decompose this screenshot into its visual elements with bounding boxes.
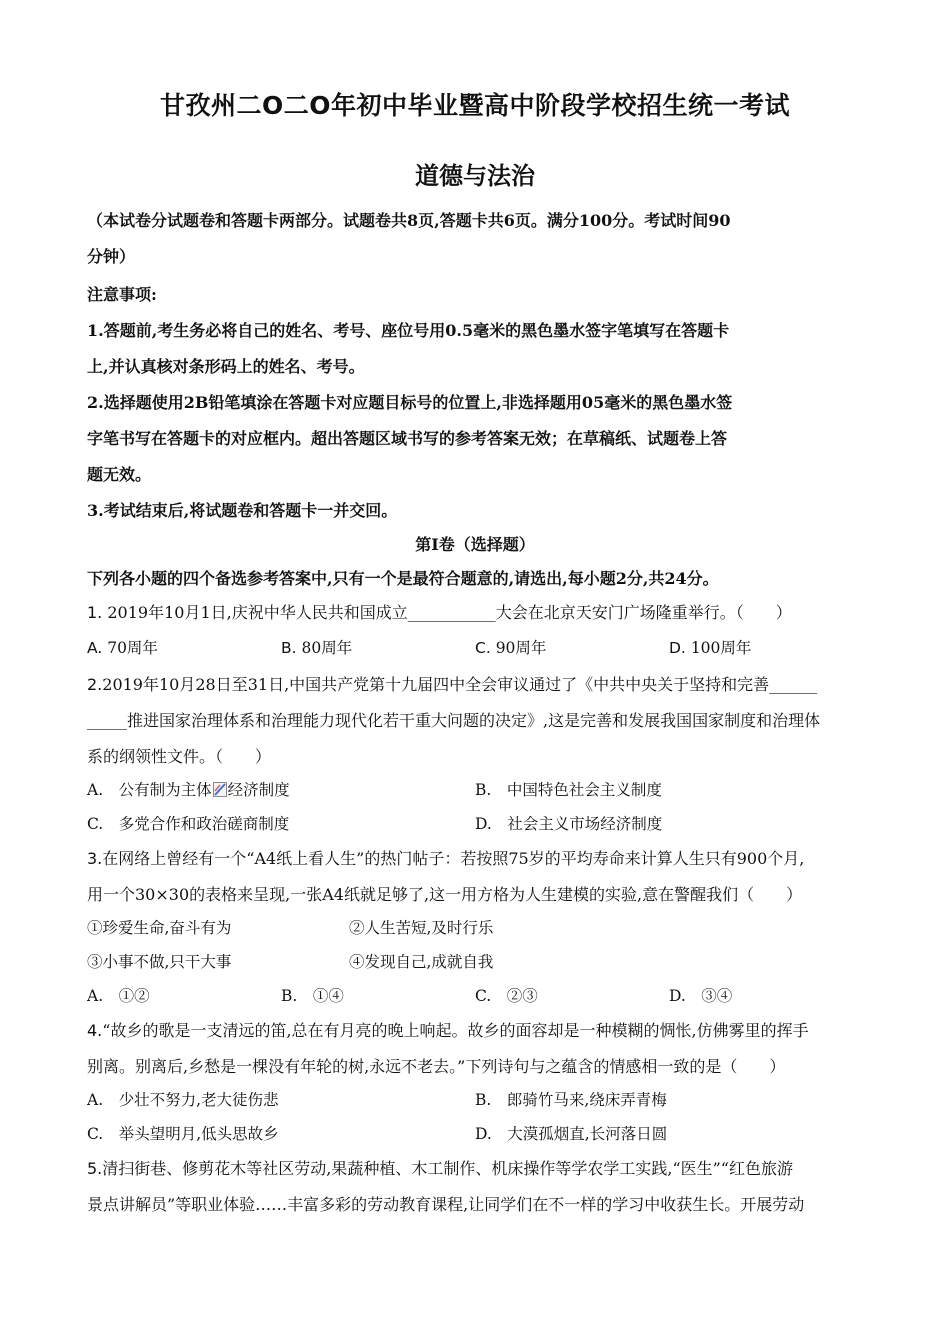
question-number: 3. xyxy=(87,849,103,868)
question-text: “故乡的歌是一支清远的笛,总在有月亮的晚上响起。故乡的面容却是一种模糊的惆怅,仿佛雾里的挥手 xyxy=(102,1021,809,1040)
q2-option-d: D. 社会主义市场经济制度 xyxy=(475,815,663,833)
question-text: 在网络上曾经有一个“A4纸上看人生”的热门帖子：若按照75岁的平均寿命来计算人生只有900个月, xyxy=(102,849,805,868)
question-number: 1. xyxy=(87,603,103,622)
q3-statement-4: ④发现自己,成就自我 xyxy=(349,953,494,971)
question-5 xyxy=(87,1156,877,1179)
notes-heading: 注意事项: xyxy=(87,285,157,304)
q4-option-c: C. 举头望明月,低头思故乡 xyxy=(87,1125,279,1143)
question-2 xyxy=(87,672,877,695)
note-1-line-1: 1.答题前,考生务必将自己的姓名、考号、座位号用0.5毫米的黑色墨水签字笔填写在答题卡 xyxy=(87,321,730,340)
question-text: 清扫街巷、修剪花木等社区劳动,果蔬种植、木工制作、机床操作等学农学工实践,“医生”“红色旅游 xyxy=(102,1159,793,1178)
subject-title: 道德与法治 xyxy=(415,162,535,190)
q4-option-b: B. 郎骑竹马来,绕床弄青梅 xyxy=(475,1091,667,1109)
question-2-line-2: _____推进国家治理体系和治理能力现代化若干重大问题的决定》,这是完善和发展我国国家制度和治理体 xyxy=(87,711,821,730)
q3-option-b: B. ①④ xyxy=(281,987,344,1005)
q3-statement-3: ③小事不做,只干大事 xyxy=(87,953,232,971)
question-number: 4. xyxy=(87,1021,103,1040)
q4-option-d: D. 大漠孤烟直,长河落日圆 xyxy=(475,1125,668,1143)
note-3: 3.考试结束后,将试题卷和答题卡一并交回。 xyxy=(87,501,398,520)
q3-option-c: C. ②③ xyxy=(475,987,538,1005)
note-2-line-2: 字笔书写在答题卡的对应框内。超出答题区域书写的参考答案无效；在草稿纸、试题卷上答 xyxy=(87,429,728,448)
intro-line-1: （本试卷分试题卷和答题卡两部分。试题卷共8页,答题卡共6页。满分100分。考试时间90 xyxy=(87,211,731,230)
question-3 xyxy=(87,846,877,869)
question-1 xyxy=(87,600,877,623)
question-3-line-2: 用一个30×30的表格来呈现,一张A4纸就足够了,这一用方格为人生建模的实验,意在警醒我们（ ） xyxy=(87,885,803,904)
question-2-line-3: 系的纲领性文件。（ ） xyxy=(87,747,272,766)
note-1-line-2: 上,并认真核对条形码上的姓名、考号。 xyxy=(87,357,365,376)
q3-option-d: D. ③④ xyxy=(669,987,733,1005)
section-instruction: 下列各小题的四个备选参考答案中,只有一个是最符合题意的,请选出,每小题2分,共24分。 xyxy=(87,569,719,588)
question-5-line-2: 景点讲解员”等职业体验……丰富多彩的劳动教育课程,让同学们在不一样的学习中收获生长。开展劳动 xyxy=(87,1195,805,1214)
note-2-line-1: 2.选择题使用2B铅笔填涂在答题卡对应题目标号的位置上,非选择题用05毫米的黑色墨水签 xyxy=(87,393,733,412)
question-text: 2019年10月28日至31日,中国共产党第十九届四中全会审议通过了《中共中央关于坚持和完善______ xyxy=(102,675,818,694)
broken-image-icon xyxy=(213,782,227,797)
q4-option-a: A. 少壮不努力,老大徒伤悲 xyxy=(87,1091,279,1109)
question-4 xyxy=(87,1018,877,1041)
question-number: 5. xyxy=(87,1159,103,1178)
q1-option-a: A. 70周年 xyxy=(87,639,158,657)
q3-option-a: A. ①② xyxy=(87,987,150,1005)
q1-option-d: D. 100周年 xyxy=(669,639,752,657)
question-4-line-2: 别离。别离后,乡愁是一棵没有年轮的树,永远不老去。”下列诗句与之蕴含的情感相一致的是（ ） xyxy=(87,1057,786,1076)
question-number: 2. xyxy=(87,675,103,694)
q3-statement-2: ②人生苦短,及时行乐 xyxy=(349,919,494,937)
exam-title: 甘孜州二O二O年初中毕业暨高中阶段学校招生统一考试 xyxy=(159,91,790,120)
section-title: 第Ⅰ卷（选择题） xyxy=(415,535,535,554)
q2-option-c: C. 多党合作和政治磋商制度 xyxy=(87,815,290,833)
q2-option-b: B. 中国特色社会主义制度 xyxy=(475,781,662,799)
note-2-line-3: 题无效。 xyxy=(87,465,152,484)
q2-option-a: A. 公有制为主体 经济制度 xyxy=(87,781,290,799)
q3-statement-1: ①珍爱生命,奋斗有为 xyxy=(87,919,232,937)
q1-option-b: B. 80周年 xyxy=(281,639,353,657)
q1-option-c: C. 90周年 xyxy=(475,639,547,657)
question-text: 2019年10月1日,庆祝中华人民共和国成立___________大会在北京天安门广场隆重举行。（ ） xyxy=(107,603,792,622)
intro-line-2: 分钟） xyxy=(87,247,136,266)
